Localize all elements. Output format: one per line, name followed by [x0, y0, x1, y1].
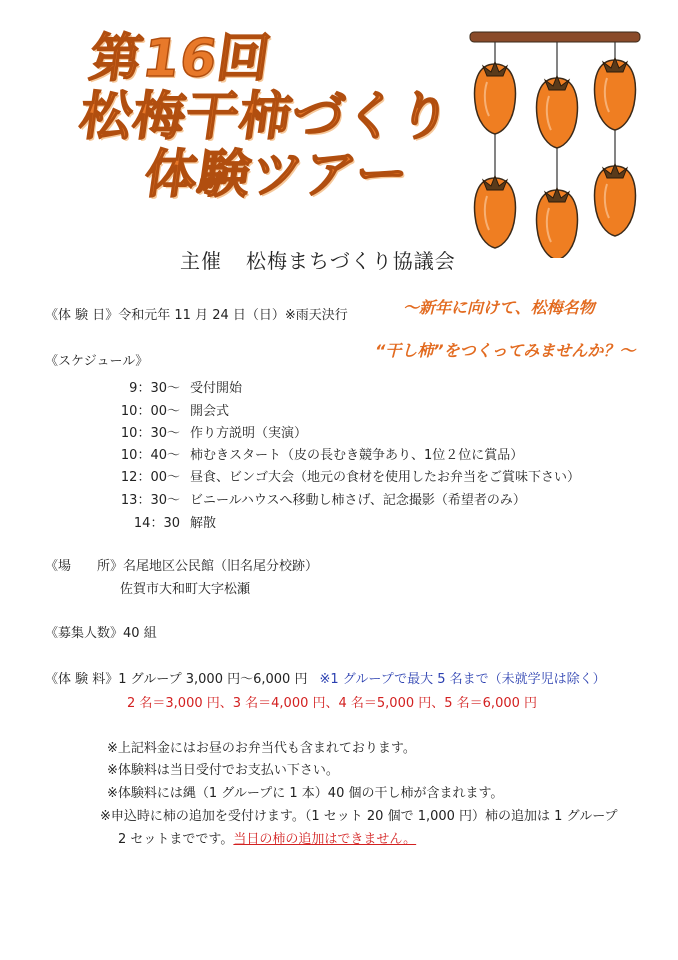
schedule-item [0, 512, 678, 530]
capacity-label: 《募集人数》 [45, 626, 124, 641]
schedule-time: 13：30～ [120, 493, 180, 508]
capacity [45, 622, 157, 641]
schedule-time: 14：30 [133, 516, 180, 531]
capacity-value: 40 組 [123, 626, 157, 641]
schedule-time: 9：30～ [129, 381, 180, 396]
venue-name: 名尾地区公民館（旧名尾分校跡） [123, 559, 319, 574]
schedule-text: 開会式 [190, 404, 230, 419]
organizer-label: 主催 [180, 249, 222, 273]
note-5-text: 2 セットまでです。 [118, 832, 234, 847]
catchphrase-line-1: ～新年に向けて、松梅名物 [403, 298, 595, 317]
hanging-persimmons-illustration [465, 28, 645, 258]
title-sub: 体験ツアー [140, 145, 413, 205]
note-3: ※体験料には縄（1 グループに 1 本）40 個の干し柿が含まれます。 [107, 786, 504, 801]
schedule-text: 作り方説明（実演） [190, 426, 308, 441]
schedule-time: 10：40～ [120, 448, 180, 463]
venue [45, 555, 318, 574]
organizer [180, 245, 456, 274]
catchphrase-line-2: “干し柿”をつくってみませんか？～ [375, 341, 636, 360]
note-2: ※体験料は当日受付でお支払い下さい。 [107, 763, 339, 778]
schedule-time: 10：00～ [120, 404, 180, 419]
schedule-item [0, 377, 678, 395]
fee-breakdown: 2 名＝3,000 円、3 名＝4,000 円、4 名＝5,000 円、5 名＝6,000 円 [127, 696, 538, 711]
note-1: ※上記料金にはお昼のお弁当代も含まれております。 [107, 741, 416, 756]
organizer-name: 松梅まちづくり協議会 [246, 249, 456, 273]
fee [45, 668, 606, 687]
schedule-item [0, 444, 678, 462]
schedule-item [0, 400, 678, 418]
note-4: ※申込時に柿の追加を受付けます。（1 セット 20 個で 1,000 円）柿の追加は 1 グループ [100, 809, 618, 824]
schedule-text: 受付開始 [190, 381, 243, 396]
venue-address: 佐賀市大和町大字松瀬 [120, 582, 251, 597]
event-date [45, 304, 348, 323]
event-date-label: 《体 験 日》 [45, 308, 119, 323]
schedule-text: 昼食、ビンゴ大会（地元の食材を使用したお弁当をご賞味下さい） [190, 470, 581, 485]
schedule-item [0, 422, 678, 440]
fee-value: 1 グループ 3,000 円～6,000 円 [118, 672, 308, 687]
note-5 [118, 828, 416, 847]
schedule-text: 柿むきスタート（皮の長むき競争あり、1位２位に賞品） [190, 448, 524, 463]
schedule-label: 《スケジュール》 [45, 354, 149, 369]
schedule-time: 10：30～ [120, 426, 180, 441]
event-title [75, 29, 456, 205]
schedule-item [0, 466, 678, 484]
schedule-text: ビニールハウスへ移動し柿さげ、記念撮影（希望者のみ） [190, 493, 526, 508]
title-main: 松梅干柿づくり [75, 87, 456, 147]
event-date-value: 令和元年 11 月 24 日（日）※雨天決行 [118, 308, 348, 323]
fee-label: 《体 験 料》 [45, 672, 119, 687]
note-5-warning: 当日の柿の追加はできません。 [233, 832, 417, 847]
fee-note: ※1 グループで最大 5 名まで（未就学児は除く） [319, 672, 606, 687]
schedule-time: 12：00～ [120, 470, 180, 485]
schedule-item [0, 489, 678, 507]
title-edition: 第16回 [85, 29, 275, 89]
venue-label: 《場 所》 [45, 559, 124, 574]
schedule-text: 解散 [190, 516, 217, 531]
